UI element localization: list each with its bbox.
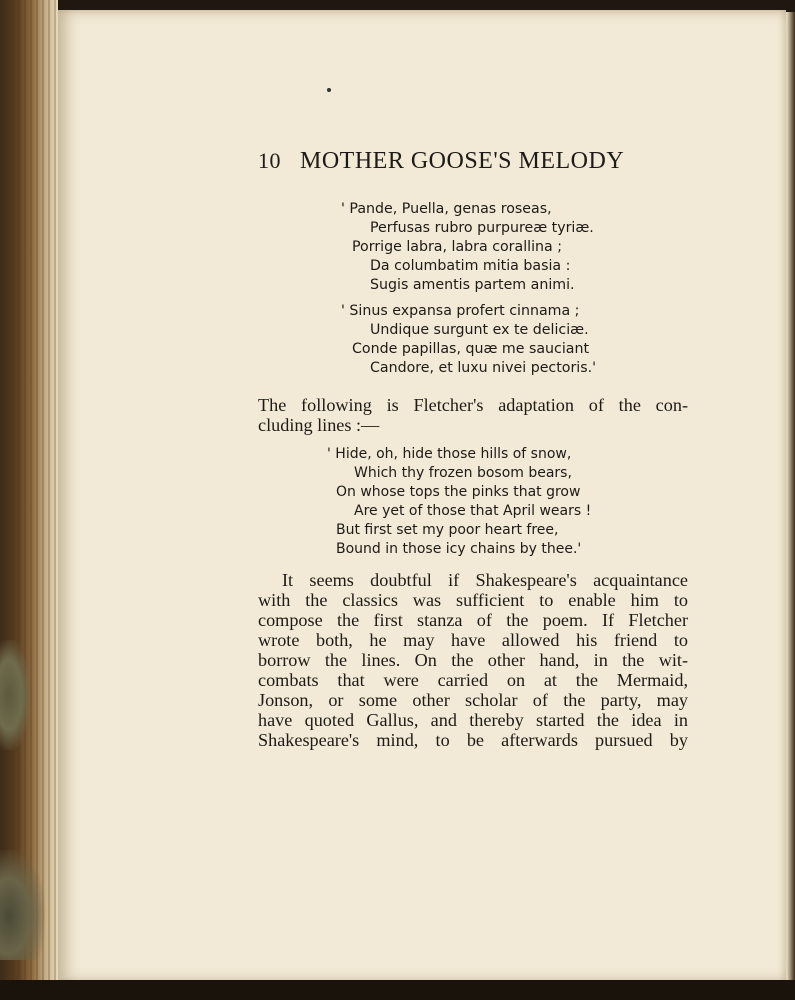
running-title: MOTHER GOOSE'S MELODY (300, 148, 625, 174)
verse-line: Undique surgunt ex te deliciæ. (370, 322, 589, 338)
prose-line: It seems doubtful if Shakespeare's acquaintance (282, 570, 688, 590)
latin-stanza-2 (341, 302, 596, 378)
latin-stanza-1 (341, 200, 594, 295)
prose-line: combats that were carried on at the Mermaid, (258, 670, 688, 690)
verse-line: Candore, et luxu nivei pectoris.' (370, 360, 597, 376)
binding-stain (0, 640, 30, 750)
verse-line: ' Pande, Puella, genas roseas, (341, 201, 552, 217)
ink-speck (327, 88, 331, 92)
prose-line: have quoted Gallus, and thereby started the idea in (258, 710, 688, 730)
prose-line: compose the first stanza of the poem. If Fletcher (258, 610, 688, 630)
prose-line: with the classics was sufficient to enable him to (258, 590, 688, 610)
verse-line: ' Sinus expansa profert cinnama ; (341, 303, 580, 319)
scan-bottom-edge (0, 980, 795, 1000)
prose-line: Jonson, or some other scholar of the party, may (258, 690, 688, 710)
verse-line: Which thy frozen bosom bears, (354, 465, 572, 481)
prose-line: wrote both, he may have allowed his friend to (258, 630, 688, 650)
verse-line: Are yet of those that April wears ! (354, 503, 592, 519)
intro-paragraph (258, 395, 688, 435)
verse-line: ' Hide, oh, hide those hills of snow, (327, 446, 572, 462)
page-number: 10 (258, 148, 281, 173)
running-header (258, 148, 688, 175)
binding-stain-lower (0, 850, 45, 960)
verse-line: Sugis amentis partem animi. (370, 277, 575, 293)
verse-line: But first set my poor heart free, (336, 522, 559, 538)
verse-line: Porrige labra, labra corallina ; (352, 239, 563, 255)
prose-line: The following is Fletcher's adaptation of the con- (258, 395, 688, 415)
verse-line: On whose tops the pinks that grow (336, 484, 581, 500)
prose-line: borrow the lines. On the other hand, in the wit- (258, 650, 688, 670)
verse-line: Perfusas rubro purpureæ tyriæ. (370, 220, 594, 236)
prose-line: Shakespeare's mind, to be afterwards pursued by (258, 730, 688, 750)
verse-line: Da columbatim mitia basia : (370, 258, 571, 274)
verse-line: Bound in those icy chains by thee.' (336, 541, 582, 557)
body-paragraph (258, 570, 688, 750)
verse-line: Conde papillas, quæ me sauciant (352, 341, 590, 357)
fletcher-stanza (327, 445, 591, 559)
prose-line: cluding lines :— (258, 415, 380, 435)
